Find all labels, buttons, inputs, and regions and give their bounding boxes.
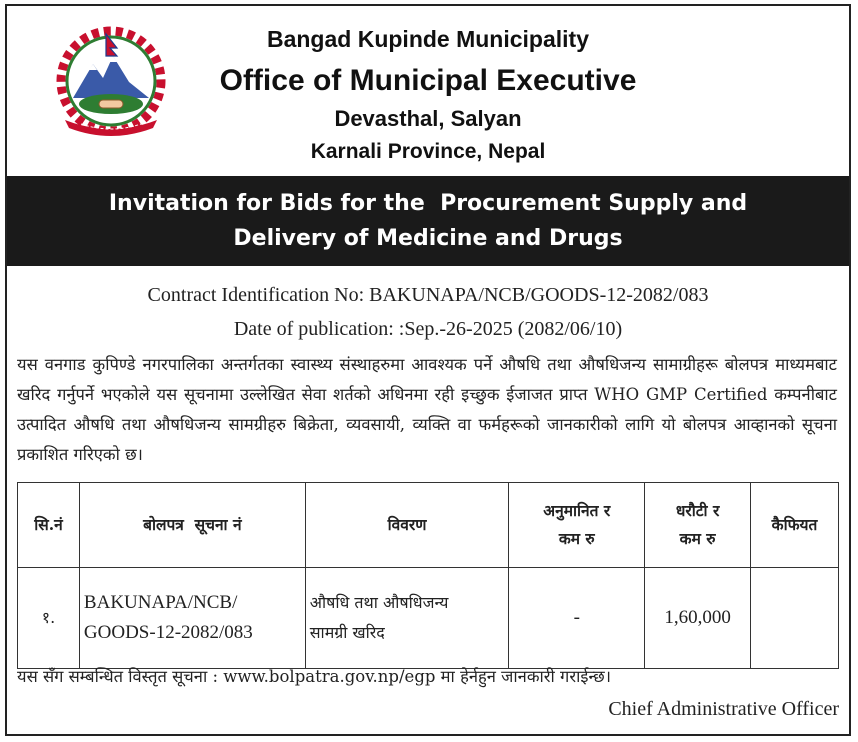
notice-body-text: यस वनगाड कुपिण्डे नगरपालिका अन्तर्गतका स्वास्थ्य संस्थाहरुमा आवश्यक पर्ने औषधि तथा औषधिजन्य सामाग्रीहरू बोलपत्र माध्यमबाट खरिद गर्नुपर्ने भएकोले यस सूचनामा उल्लेखित सेवा शर्तको अधिनमा रही इच्छुक ईजाजत प्राप्त WHO GMP Certified कम्पनीबाट उत्पादित औषधि तथा औषधिजन्य सामग्रीहरु बिक्रेता, व्यवसायी, व्यक्ति वा फर्महरूको जानकारीको लागि यो बोलपत्र आव्हानको सूचना प्रकाशित गरिएको छ। (17, 355, 837, 464)
cell-remarks (751, 568, 839, 669)
table-header-row (18, 483, 839, 568)
office-province: Karnali Province, Nepal (310, 140, 546, 163)
header-estimated-amount (509, 483, 645, 568)
cell-description-line2: सामग्री खरिद (309, 623, 385, 642)
cell-serial-number: १. (18, 568, 80, 669)
notice-title-banner (7, 176, 849, 266)
header-estimated-line2: कम रु (558, 529, 595, 548)
publication-date: Date of publication: :Sep.-26-2025 (2082/06/10) (233, 318, 623, 340)
header-remarks: कैफियत (751, 483, 839, 568)
notice-header (7, 6, 849, 178)
header-deposit-line1: धरौटी र (675, 501, 720, 520)
cell-estimated-amount: - (509, 568, 645, 669)
cell-description (305, 568, 509, 669)
office-location: Devasthal, Salyan (334, 106, 522, 131)
header-deposit-line2: कम रु (679, 529, 716, 548)
footer-info-text: यस सँग सम्बन्धित विस्तृत सूचना : www.bolpatra.gov.np/egp मा हेर्नहुन जानकारी गराईन्छ। (17, 667, 611, 686)
contract-identification: Contract Identification No: BAKUNAPA/NCB/GOODS-12-2082/083 (147, 284, 709, 306)
bid-table (17, 482, 839, 669)
notice-title-line2: Delivery of Medicine and Drugs (233, 226, 623, 251)
municipality-name: Bangad Kupinde Municipality (266, 26, 589, 52)
header-description: विवरण (305, 483, 509, 568)
header-notice-number: बोलपत्र सूचना नं (79, 483, 305, 568)
table-row (18, 568, 839, 669)
notice-frame (5, 4, 851, 736)
office-name: Office of Municipal Executive (219, 64, 637, 97)
cell-notice-number (79, 568, 305, 669)
cell-deposit-amount: 1,60,000 (645, 568, 751, 669)
cell-description-line1: औषधि तथा औषधिजन्य (309, 593, 449, 612)
signatory-title: Chief Administrative Officer (608, 698, 839, 720)
header-serial-number: सि.नं (18, 483, 80, 568)
cell-notice-line1: BAKUNAPA/NCB/ (83, 592, 238, 613)
header-deposit-amount (645, 483, 751, 568)
cell-notice-line2: GOODS-12-2082/083 (83, 622, 253, 643)
header-estimated-line1: अनुमानित र (543, 501, 611, 520)
notice-title-line1: Invitation for Bids for the Procurement Supply and (108, 191, 748, 216)
